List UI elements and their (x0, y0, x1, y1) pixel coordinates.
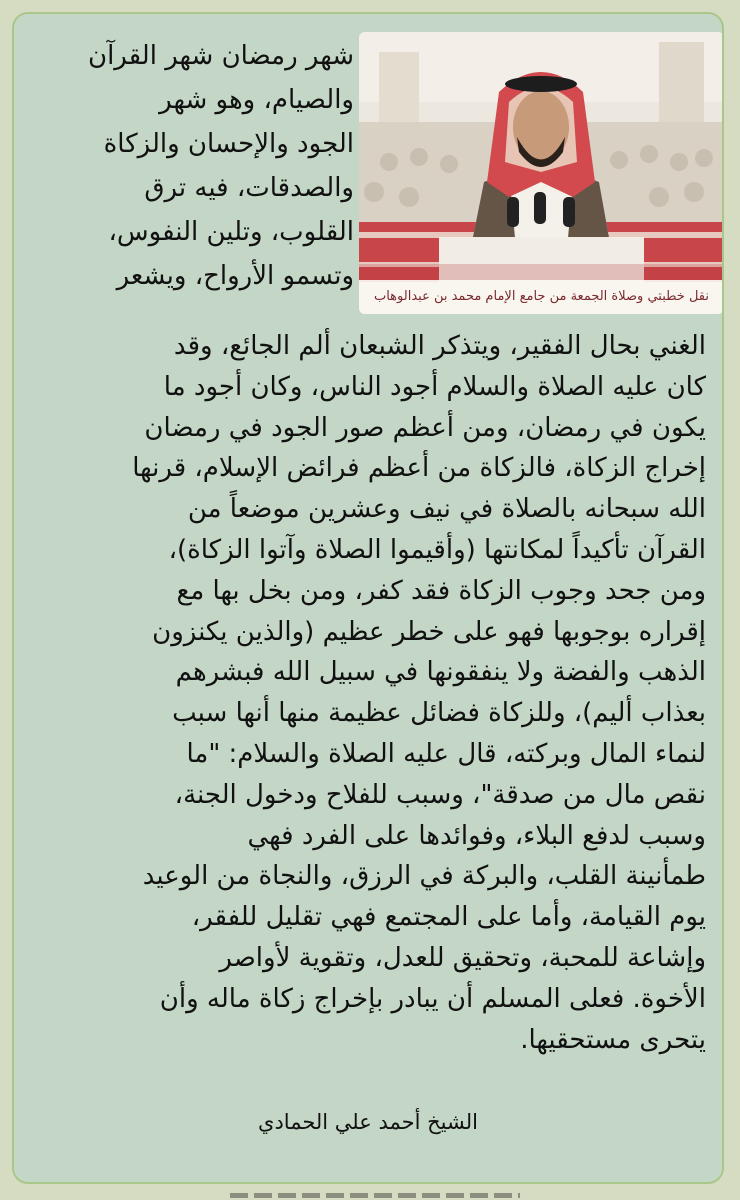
body-paragraph (34, 326, 706, 1060)
body-line: يتحرى مستحقيها. (520, 1024, 706, 1055)
body-line: إخراج الزكاة، فالزكاة من أعظم فرائض الإسلام، قرنها (132, 453, 706, 484)
article-card (12, 12, 724, 1184)
body-line: كان عليه الصلاة والسلام أجود الناس، وكان أجود ما (163, 371, 706, 402)
intro-line: شهر رمضان شهر القرآن (87, 41, 354, 71)
body-line: الذهب والفضة ولا ينفقونها في سبيل الله فبشرهم (175, 657, 706, 688)
intro-line: القلوب، وتلين النفوس، (108, 217, 354, 247)
body-line: يكون في رمضان، ومن أعظم صور الجود في رمضان (144, 412, 706, 443)
body-line: بعذاب أليم)، وللزكاة فضائل عظيمة منها أنها سبب (172, 698, 706, 729)
body-line: وسبب لدفع البلاء، وفوائدها على الفرد فهي (247, 820, 706, 851)
sermon-photo-illustration (359, 32, 724, 314)
author-signature: الشيخ أحمد علي الحمادي (258, 1110, 478, 1134)
body-line: الأخوة. فعلى المسلم أن يبادر بإخراج زكاة ماله وأن (159, 983, 706, 1014)
next-card-edge (230, 1188, 520, 1200)
intro-line: والصيام، وهو شهر (159, 85, 354, 115)
intro-line: وتسمو الأرواح، ويشعر (116, 261, 354, 291)
body-line: ومن جحد وجوب الزكاة فقد كفر، ومن بخل بها مع (176, 575, 706, 606)
body-line: وإشاعة للمحبة، وتحقيق للعدل، وتقوية لأواصر (219, 942, 706, 973)
intro-line: والصدقات، فيه ترق (144, 173, 354, 203)
body-line: طمأنينة القلب، والبركة في الرزق، والنجاة من الوعيد (142, 861, 706, 892)
photo-caption: نقل خطبتي وصلاة الجمعة من جامع الإمام محمد بن عبدالوهاب (359, 280, 724, 314)
body-line: يوم القيامة، وأما على المجتمع فهي تقليل للفقر، (191, 902, 706, 933)
body-line: الله سبحانه بالصلاة في نيف وعشرين موضعاً من (187, 494, 706, 525)
body-line: إقراره بوجوبها فهو على خطر عظيم (والذين يكنزون (152, 616, 706, 647)
intro-line: الجود والإحسان والزكاة (103, 129, 354, 159)
body-line: الغني بحال الفقير، ويتذكر الشبعان ألم الجائع، وقد (173, 331, 706, 361)
intro-paragraph (24, 34, 354, 298)
body-line: لنماء المال وبركته، قال عليه الصلاة والسلام: "ما (186, 738, 706, 769)
body-line: نقص مال من صدقة"، وسبب للفلاح ودخول الجنة، (174, 779, 706, 810)
sermon-photo (359, 32, 724, 314)
body-line: القرآن تأكيداً لمكانتها (وأقيموا الصلاة وآتوا الزكاة)، (168, 534, 706, 565)
